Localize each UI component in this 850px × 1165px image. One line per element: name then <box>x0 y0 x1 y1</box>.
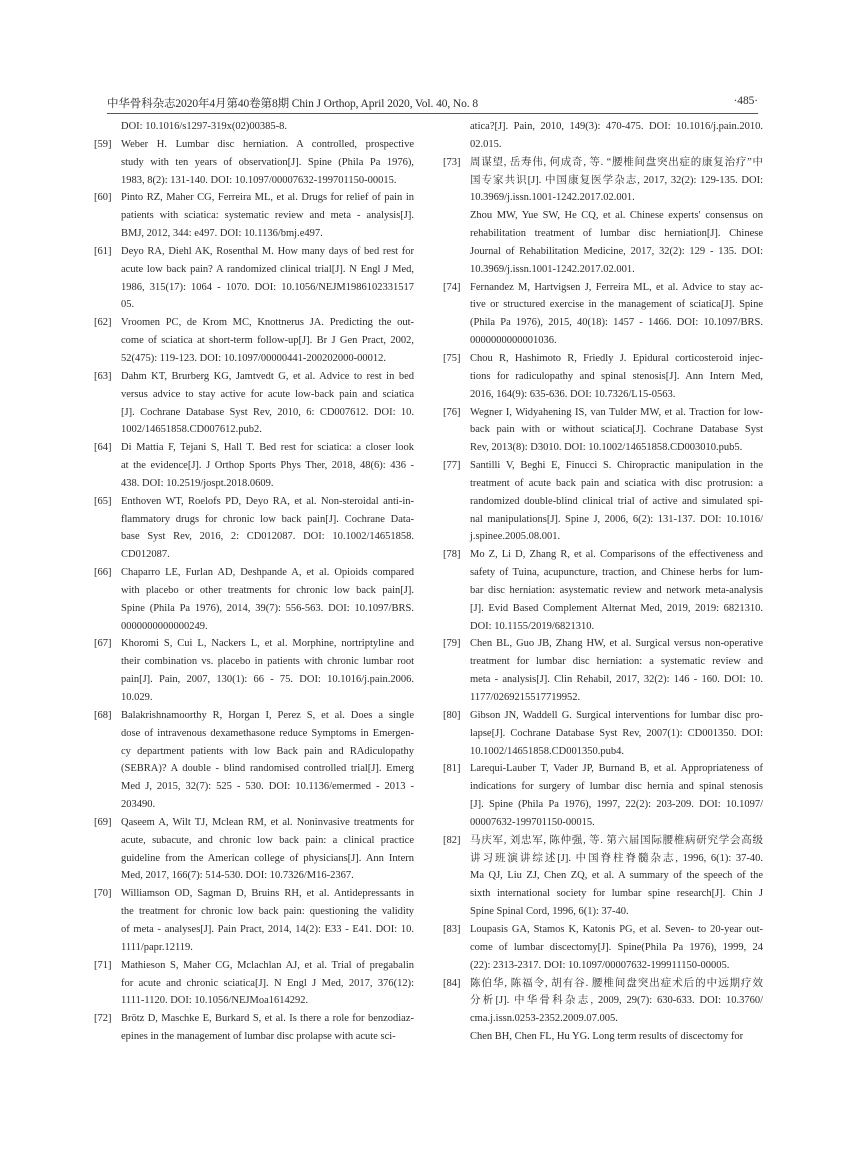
reference-line: Brötz D, Maschke E, Burkard S, et al. Is there a role for benzodiaz- <box>121 1013 414 1025</box>
reference-line: CD012087. <box>121 549 170 561</box>
reference-entry <box>443 921 763 975</box>
reference-entry <box>94 885 414 956</box>
reference-entry <box>443 760 763 831</box>
reference-line: Mathieson S, Maher CG, Mclachlan AJ, et al. Trial of pregabalin <box>121 959 414 971</box>
reference-text <box>470 279 763 350</box>
reference-entry <box>443 118 763 154</box>
reference-line: atica?[J]. Pain, 2010, 149(3): 470-475. DOI: 10.1016/j.pain.2010. <box>470 121 763 132</box>
reference-number: [70] <box>94 888 112 900</box>
reference-text <box>121 814 414 885</box>
reference-line: sixth international society for lumbar spine research[J]. Chin J <box>470 888 763 900</box>
reference-entry <box>94 118 414 136</box>
reference-text <box>121 707 414 814</box>
reference-text <box>470 404 763 458</box>
reference-number: [68] <box>94 709 112 721</box>
reference-text <box>470 350 763 404</box>
reference-line: Qaseem A, Wilt TJ, Mclean RM, et al. Noninvasive treatments for <box>121 816 414 828</box>
reference-line: DOI: 10.1155/2019/6821310. <box>470 620 595 632</box>
reference-line: treatment of acute back pain and sciatica with disc protrusion: a <box>470 477 763 489</box>
reference-entry <box>443 635 763 706</box>
reference-line: of meta - analyses[J]. Pain Pract, 2014, 14(2): E33 - E41. DOI: 10. <box>121 923 414 935</box>
reference-entry <box>94 189 414 243</box>
reference-entry <box>443 279 763 350</box>
reference-line: 0000000000001036. <box>470 335 557 347</box>
reference-line: 1111/papr.12119. <box>121 941 193 953</box>
reference-entry <box>443 350 763 404</box>
reference-line: base Syst Rev, 2016, 2: CD012087. DOI: 10.1002/14651858. <box>121 531 414 543</box>
reference-number: [60] <box>94 192 112 204</box>
reference-entry <box>94 493 414 564</box>
reference-line: Wegner I, Widyahening IS, van Tulder MW, et al. Traction for low- <box>470 406 763 418</box>
reference-text <box>121 564 414 635</box>
reference-line: 10.3969/j.issn.1001-1242.2017.02.001. <box>470 192 635 204</box>
reference-line: Fernandez M, Hartvigsen J, Ferreira ML, et al. Advice to stay ac- <box>470 281 763 293</box>
reference-entry <box>443 832 763 921</box>
reference-number: [73] <box>443 156 461 168</box>
reference-number: [82] <box>443 834 461 846</box>
reference-text <box>121 314 414 368</box>
reference-entry <box>94 314 414 368</box>
reference-line: Enthoven WT, Roelofs PD, Deyo RA, et al. Non-steroidal anti-in- <box>121 495 414 507</box>
reference-entry <box>443 975 763 1046</box>
left-column <box>94 118 414 1046</box>
journal-citation: 中华骨科杂志2020年4月第40卷第8期 Chin J Orthop, April 2020, Vol. 40, No. 8 <box>107 98 478 110</box>
reference-line: Pinto RZ, Maher CG, Ferreira ML, et al. Drugs for relief of pain in <box>121 192 414 204</box>
reference-line: Rev, 2013(8): D3010. DOI: 10.1002/14651858.CD003010.pub5. <box>470 442 743 454</box>
reference-line: guideline from the American college of physicians[J]. Ann Intern <box>121 852 414 864</box>
reference-line: acute low back pain? A randomized clinical trial[J]. N Engl J Med, <box>121 263 414 275</box>
reference-line: Vroomen PC, de Krom MC, Knottnerus JA. Predicting the out- <box>121 317 414 329</box>
reference-line: pain[J]. Pain, 2007, 130(1): 66 - 75. DOI: 10.1016/j.pain.2006. <box>121 674 414 686</box>
reference-line: Chen BL, Guo JB, Zhang HW, et al. Surgical versus non-operative <box>470 638 763 650</box>
reference-entry <box>94 707 414 814</box>
reference-line: bar disc herniation: asystematic review and network meta-analysis <box>470 584 763 596</box>
reference-line: (22): 2313-2317. DOI: 10.1097/00007632-199911150-00005. <box>470 959 730 971</box>
reference-number: [81] <box>443 763 461 775</box>
reference-line: j.spinee.2005.08.001. <box>470 531 561 543</box>
reference-text <box>470 154 763 279</box>
reference-entry <box>443 154 763 279</box>
right-column <box>443 118 763 1046</box>
reference-number <box>94 118 121 136</box>
reference-line: 1111-1120. DOI: 10.1056/NEJMoa1614292. <box>121 995 309 1007</box>
reference-line: 分析[J]. 中华骨科杂志, 2009, 29(7): 630-633. DOI: 10.3760/ <box>470 995 763 1007</box>
reference-line: Larequi-Lauber T, Vader JP, Burnand B, et al. Appropriateness of <box>470 763 763 775</box>
reference-line: 国专家共识[J]. 中国康复医学杂志, 2017, 32(2): 129-135. DOI: <box>470 174 763 186</box>
reference-number: [61] <box>94 245 112 257</box>
reference-text <box>121 885 414 956</box>
reference-line: indications for surgery of lumbar disc hernia and spinal stenosis <box>470 781 763 793</box>
reference-line: their combination vs. placebo in patients with chronic lumbar root <box>121 656 414 668</box>
reference-text <box>121 493 414 564</box>
reference-line: Loupasis GA, Stamos K, Katonis PG, et al. Seven- to 20-year out- <box>470 923 763 935</box>
reference-line: Ma QJ, Liu ZJ, Chen ZQ, et al. A summary of the speech of the <box>470 870 763 882</box>
reference-line: versus advice to stay active for acute low-back pain and sciatica <box>121 388 414 400</box>
reference-text <box>121 635 414 706</box>
reference-line: 00007632-199701150-00015. <box>470 816 595 828</box>
reference-line: Balakrishnamoorthy R, Horgan I, Perez S, et al. Does a single <box>121 709 414 721</box>
reference-line: 02.015. <box>470 138 502 150</box>
reference-text <box>121 243 414 314</box>
reference-text <box>470 457 763 546</box>
reference-line: 周谋望, 岳寿伟, 何成奇, 等. “腰椎间盘突出症的康复治疗”中 <box>470 156 763 168</box>
reference-line: 0000000000000249. <box>121 620 208 632</box>
reference-entry <box>443 707 763 761</box>
reference-entry <box>94 136 414 190</box>
reference-line: patients with sciatica: systematic review and meta - analysis[J]. <box>121 210 414 222</box>
page-number: ·485· <box>733 95 758 107</box>
reference-entry <box>94 439 414 493</box>
reference-line: for acute and chronic sciatica[J]. N Engl J Med, 2017, 376(12): <box>121 977 414 989</box>
reference-line: 讲习班演讲综述[J]. 中国脊柱脊髓杂志, 1996, 6(1): 37-40. <box>470 852 763 864</box>
reference-line: cma.j.issn.0253-2352.2009.07.005. <box>470 1013 618 1025</box>
reference-line: meta - analysis[J]. Clin Rehabil, 2017, 32(2): 146 - 160. DOI: 10. <box>470 674 763 686</box>
reference-line: Chou R, Hashimoto R, Friedly J. Epidural corticosteroid injec- <box>470 352 763 364</box>
reference-line: DOI: 10.1016/s1297-319x(02)00385-8. <box>121 121 287 132</box>
reference-line: Mo Z, Li D, Zhang R, et al. Comparisons of the effectiveness and <box>470 549 763 561</box>
reference-line: Dahm KT, Brurberg KG, Jamtvedt G, et al. Advice to rest in bed <box>121 370 414 382</box>
reference-line: Spine (Phila Pa 1976), 2014, 39(7): 556-563. DOI: 10.1097/BRS. <box>121 602 414 614</box>
reference-line: Journal of Rehabilitation Medicine, 2017, 32(2): 129 - 135. DOI: <box>470 245 763 257</box>
reference-number: [75] <box>443 352 461 364</box>
reference-number: [67] <box>94 638 112 650</box>
reference-text <box>470 975 763 1046</box>
reference-line: at the evidence[J]. J Orthop Sports Phys Ther, 2018, 48(6): 436 - <box>121 460 414 472</box>
reference-number: [84] <box>443 977 461 989</box>
reference-line: Chen BH, Chen FL, Hu YG. Long term results of discectomy for <box>470 1031 744 1043</box>
reference-number: [71] <box>94 959 112 971</box>
reference-text <box>470 707 763 761</box>
reference-text <box>121 368 414 439</box>
reference-text <box>121 1010 414 1046</box>
reference-entry <box>94 1010 414 1046</box>
reference-number: [74] <box>443 281 461 293</box>
reference-line: come of lumbar discectomy[J]. Spine(Phila Pa 1976), 1999, 24 <box>470 941 763 953</box>
reference-text <box>121 957 414 1011</box>
reference-line: Zhou MW, Yue SW, He CQ, et al. Chinese experts′ consensus on <box>470 210 763 222</box>
reference-line: 10.1002/14651858.CD001350.pub4. <box>470 745 625 757</box>
reference-line: rehabilitation treatment of lumbar disc herniation[J]. Chinese <box>470 228 763 240</box>
reference-entry <box>94 814 414 885</box>
reference-line: 1983, 8(2): 131-140. DOI: 10.1097/00007632-199701150-00015. <box>121 174 397 186</box>
reference-number: [64] <box>94 442 112 454</box>
reference-number: [66] <box>94 567 112 579</box>
reference-line: Weber H. Lumbar disc herniation. A controlled, prospective <box>121 138 414 150</box>
reference-line: 1986, 315(17): 1064 - 1070. DOI: 10.1056/NEJM1986102331517 <box>121 281 414 293</box>
reference-number: [65] <box>94 495 112 507</box>
reference-line: treatment for lumbar disc herniation: a systematic review and <box>470 656 763 668</box>
running-header <box>107 93 758 114</box>
reference-number: [63] <box>94 370 112 382</box>
reference-line: acute, subacute, and chronic low back pain: a clinical practice <box>121 834 414 846</box>
reference-line: flammatory drugs for chronic low back pain[J]. Cochrane Data- <box>121 513 414 525</box>
reference-line: 10.3969/j.issn.1001-1242.2017.02.001. <box>470 263 635 275</box>
reference-line: 203490. <box>121 799 156 811</box>
reference-line: lapse[J]. Cochrane Database Syst Rev, 2007(1): CD001350. DOI: <box>470 727 763 739</box>
reference-number: [80] <box>443 709 461 721</box>
reference-line: safety of Tuina, acupuncture, traction, and Chinese herbs for lum- <box>470 567 763 579</box>
reference-line: [J]. Spine (Phila Pa 1976), 1997, 22(2): 203-209. DOI: 10.1097/ <box>470 799 763 811</box>
reference-line: Med J, 2015, 32(7): 525 - 530. DOI: 10.1136/emermed - 2013 - <box>121 781 414 793</box>
reference-line: Di Mattia F, Tejani S, Hall T. Bed rest for sciatica: a closer look <box>121 442 414 454</box>
reference-line: 1177/0269215517719952. <box>470 692 581 703</box>
reference-line: nal manipulations[J]. Spine J, 2006, 6(2): 131-137. DOI: 10.1016/ <box>470 513 763 525</box>
reference-text <box>470 546 763 635</box>
reference-line: dose of intravenous dexamethasone reduce Symptoms in Emergen- <box>121 727 414 739</box>
reference-line: 马庆军, 刘忠军, 陈仲强, 等. 第六届国际腰椎病研究学会高级 <box>470 834 763 846</box>
reference-text <box>470 760 763 831</box>
reference-number: [62] <box>94 317 112 329</box>
reference-entry <box>94 564 414 635</box>
reference-line: Gibson JN, Waddell G. Surgical interventions for lumbar disc pro- <box>470 709 763 721</box>
reference-line: (SEBRA)? A double - blind randomised controlled trial[J]. Emerg <box>121 763 414 775</box>
reference-number: [76] <box>443 406 461 418</box>
reference-line: with placebo or other treatments for chronic low back pain[J]. <box>121 584 414 596</box>
reference-entry <box>94 243 414 314</box>
reference-line: study with ten years of observation[J]. Spine (Phila Pa 1976), <box>121 156 414 168</box>
reference-text <box>121 136 414 190</box>
reference-entry <box>94 957 414 1011</box>
reference-text <box>470 832 763 921</box>
reference-line: (Phila Pa 1976), 2015, 40(18): 1457 - 1466. DOI: 10.1097/BRS. <box>470 317 763 329</box>
reference-line: Med, 2017, 166(7): 514-530. DOI: 10.7326/M16-2367. <box>121 870 354 882</box>
reference-entry <box>443 546 763 635</box>
reference-text <box>470 921 763 975</box>
reference-line: 05. <box>121 299 135 311</box>
reference-line: come of sciatica at short-term follow-up[J]. Br J Gen Pract, 2002, <box>121 335 414 347</box>
reference-entry <box>443 404 763 458</box>
reference-line: tions for radiculopathy and spinal stenosis[J]. Ann Intern Med, <box>470 370 763 382</box>
reference-number: [83] <box>443 923 461 935</box>
reference-number: [72] <box>94 1013 112 1025</box>
reference-line: cy department patients with low Back pain and RAdiculopathy <box>121 745 414 757</box>
reference-line: Chaparro LE, Furlan AD, Deshpande A, et al. Opioids compared <box>121 567 414 579</box>
reference-number: [78] <box>443 549 461 561</box>
reference-line: tive or structured exercise in the management of sciatica[J]. Spine <box>470 299 763 311</box>
reference-line: 52(475): 119-123. DOI: 10.1097/00000441-200202000-00012. <box>121 352 387 364</box>
reference-line: [J]. Evid Based Complement Alternat Med, 2019, 2019: 6821310. <box>470 602 763 614</box>
reference-line: 10.029. <box>121 692 153 703</box>
reference-line: epines in the management of lumbar disc prolapse with acute sci- <box>121 1031 396 1043</box>
reference-text <box>121 439 414 493</box>
reference-number: [69] <box>94 816 112 828</box>
reference-text <box>121 118 414 136</box>
reference-line: the treatment for chronic low back pain: questioning the validity <box>121 906 414 918</box>
reference-number: [59] <box>94 138 112 150</box>
reference-entry <box>94 635 414 706</box>
reference-number: [77] <box>443 460 461 472</box>
reference-line: 2016, 164(9): 635-636. DOI: 10.7326/L15-0563. <box>470 388 676 400</box>
reference-number <box>443 118 470 154</box>
reference-text <box>470 635 763 706</box>
reference-line: BMJ, 2012, 344: e497. DOI: 10.1136/bmj.e497. <box>121 228 323 240</box>
reference-entry <box>443 457 763 546</box>
reference-line: 438. DOI: 10.2519/jospt.2018.0609. <box>121 477 274 489</box>
reference-number: [79] <box>443 638 461 650</box>
reference-line: Spine Spinal Cord, 1996, 6(1): 37-40. <box>470 906 629 918</box>
reference-text <box>121 189 414 243</box>
reference-line: Williamson OD, Sagman D, Bruins RH, et al. Antidepressants in <box>121 888 414 900</box>
reference-line: Khoromi S, Cui L, Nackers L, et al. Morphine, nortriptyline and <box>121 638 414 650</box>
reference-line: Deyo RA, Diehl AK, Rosenthal M. How many days of bed rest for <box>121 245 414 257</box>
reference-line: [J]. Cochrane Database Syst Rev, 2010, 6: CD007612. DOI: 10. <box>121 406 414 418</box>
reference-line: 陈伯华, 陈福令, 胡有谷. 腰椎间盘突出症术后的中远期疗效 <box>470 977 763 989</box>
reference-line: randomized double-blind clinical trial of active and simulated spi- <box>470 495 763 507</box>
reference-line: 1002/14651858.CD007612.pub2. <box>121 424 262 436</box>
reference-line: back pain with or without sciatica[J]. Cochrane Database Syst <box>470 424 763 436</box>
reference-line: Santilli V, Beghi E, Finucci S. Chiropractic manipulation in the <box>470 460 763 472</box>
reference-text <box>470 118 763 154</box>
reference-entry <box>94 368 414 439</box>
